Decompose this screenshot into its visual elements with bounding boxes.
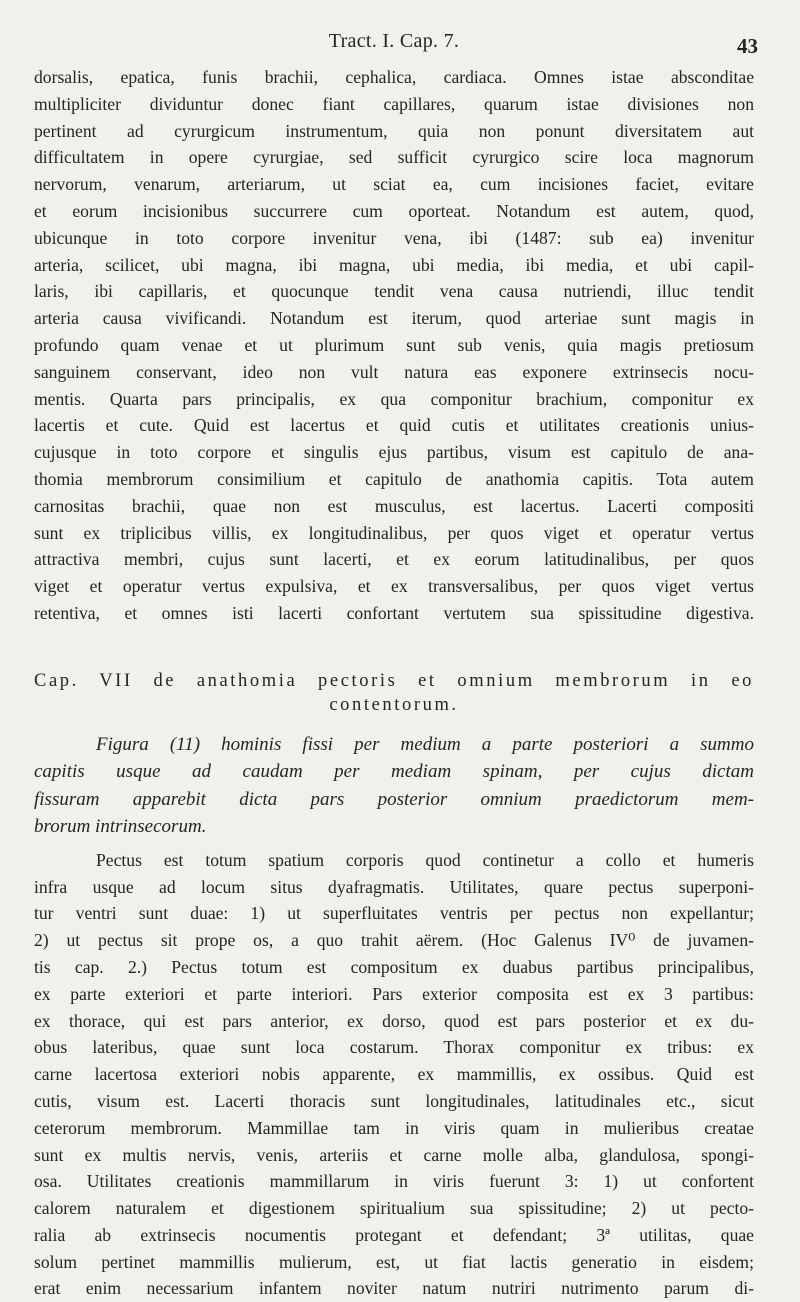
running-head: Tract. I. Cap. 7. <box>328 30 460 52</box>
paragraph1-line: difficultatem in opere cyrurgiae, sed sufficit cyrurgico scire loca magnorum <box>34 147 754 168</box>
paragraph2-line: solum pertinet mammillis mulierum, est, ut fiat lactis generatio in eisdem; <box>34 1251 754 1272</box>
paragraph1-line: mentis. Quarta pars principalis, ex qua componitur brachium, componitur ex <box>34 388 754 409</box>
paragraph1-line: nervorum, venarum, arteriarum, ut sciat ea, cum incisiones faciet, evitare <box>34 174 754 195</box>
paragraph1-line: retentiva, et omnes isti lacerti confortant vertutem sua spissitudine digestiva. <box>34 602 754 623</box>
paragraph1-line: cujusque in toto corpore et singulis ejus partibus, visum est capitulo de ana- <box>34 442 754 463</box>
paragraph2-line: sunt ex multis nervis, venis, arteriis et carne molle alba, glandulosa, spongi- <box>34 1144 754 1165</box>
paragraph1-line: carnositas brachii, quae non est musculus, est lacertus. Lacerti compositi <box>34 495 754 516</box>
paragraph2-line: Pectus est totum spatium corporis quod continetur a collo et humeris <box>96 849 754 870</box>
chapter-heading <box>34 669 754 717</box>
page-header <box>34 22 758 64</box>
paragraph1-line: arteria causa vivificandi. Notandum est iterum, quod arteriae sunt magis in <box>34 308 754 329</box>
section-gap <box>34 717 754 731</box>
paragraph2-line: obus lateribus, quae sunt loca costarum. Thorax componitur ex tribus: ex <box>34 1037 754 1058</box>
paragraph2-line: 2) ut pectus sit prope os, a quo trahit aërem. (Hoc Galenus IV⁰ de juvamen- <box>34 930 754 951</box>
paragraph1-line: arteria, scilicet, ubi magna, ibi magna, ubi media, ibi media, et ubi capil- <box>34 254 754 275</box>
paragraph-pectus <box>34 847 754 1302</box>
paragraph1-line: attractiva membri, cujus sunt lacerti, et ex eorum latitudinalibus, per quos <box>34 549 754 570</box>
paragraph2-line: infra usque ad locum situs dyafragmatis. Utilitates, quare pectus superponi- <box>34 876 754 897</box>
paragraph-brachium-vessels <box>34 64 754 627</box>
paragraph1-line: lacertis et cute. Quid est lacertus et quid cutis et utilitates creationis unius- <box>34 415 754 436</box>
paragraph2-line: ex thorace, qui est pars anterior, ex dorso, quod est pars posterior et ex du- <box>34 1010 754 1031</box>
paragraph2-line: osa. Utilitates creationis mammillarum in viris fuerunt 3: 1) ut confortent <box>34 1171 754 1192</box>
paragraph1-line: viget et operatur vertus expulsiva, et ex transversalibus, per quos viget vertus <box>34 576 754 597</box>
paragraph2-line: calorem naturalem et digestionem spiritualium sua spissitudine; 2) ut pecto- <box>34 1198 754 1219</box>
figure-caption-line: fissuram apparebit dicta pars posterior omnium praedictorum mem- <box>34 788 754 810</box>
paragraph1-line: pertinent ad cyrurgicum instrumentum, quia non ponunt diversitatem aut <box>34 120 754 141</box>
paragraph2-line: carne lacertosa exteriori nobis apparente, ex mammillis, ex ossibus. Quid est <box>34 1064 754 1085</box>
paragraph2-line: ceterorum membrorum. Mammillae tam in viris quam in mulieribus creatae <box>34 1117 754 1138</box>
figure-caption-line: capitis usque ad caudam per mediam spinam, per cujus dictam <box>34 761 754 783</box>
chapter-heading-line-1: Cap. VII de anathomia pectoris et omnium membrorum in eo <box>34 670 754 691</box>
paragraph1-line: dorsalis, epatica, funis brachii, cephalica, cardiaca. Omnes istae absconditae <box>34 67 754 87</box>
paragraph1-line: profundo quam venae et ut plurimum sunt sub venis, quia magis pretiosum <box>34 334 754 355</box>
paragraph2-line: ralia ab extrinsecis nocumentis protegant et defendant; 3ª utilitas, quae <box>34 1224 754 1245</box>
section-gap <box>34 627 754 669</box>
paragraph1-line: sanguinem conservant, ideo non vult natura eas exponere extrinsecis nocu- <box>34 361 754 382</box>
paragraph2-line: cutis, visum est. Lacerti thoracis sunt longitudinales, latitudinales etc., sicut <box>34 1090 754 1111</box>
paragraph2-line: ex parte exteriori et parte interiori. Pars exterior composita est ex 3 partibus: <box>34 983 754 1004</box>
paragraph1-line: sunt ex triplicibus villis, ex longitudinalibus, per quos viget et operatur vertus <box>34 522 754 543</box>
chapter-heading-line-2: contentorum. <box>329 694 459 715</box>
paragraph1-line: ubicunque in toto corpore invenitur vena, ibi (1487: sub ea) invenitur <box>34 227 754 248</box>
figure-caption-line: Figura (11) hominis fissi per medium a parte posteriori a summo <box>96 733 754 755</box>
paragraph2-line: tis cap. 2.) Pectus totum est compositum ex duabus partibus principalibus, <box>34 956 754 977</box>
paragraph1-line: et eorum incisionibus succurrere cum oporteat. Notandum est autem, quod, <box>34 200 754 221</box>
paragraph1-line: laris, ibi capillaris, et quocunque tendit vena causa nutriendi, illuc tendit <box>34 281 754 302</box>
figure-caption <box>34 731 754 841</box>
paragraph1-line: multipliciter dividuntur donec fiant capillares, quarum istae divisiones non <box>34 93 754 114</box>
figure-caption-line: brorum intrinsecorum. <box>34 816 207 838</box>
paragraph2-line: tur ventri sunt duae: 1) ut superfluitates ventris per pectus non expellantur; <box>34 903 754 924</box>
page-number: 43 <box>737 34 758 58</box>
paragraph2-line: erat enim necessarium infantem noviter natum nutriri nutrimento parum di- <box>34 1278 754 1299</box>
paragraph1-line: thomia membrorum consimilium et capitulo de anathomia capitis. Tota autem <box>34 468 754 489</box>
